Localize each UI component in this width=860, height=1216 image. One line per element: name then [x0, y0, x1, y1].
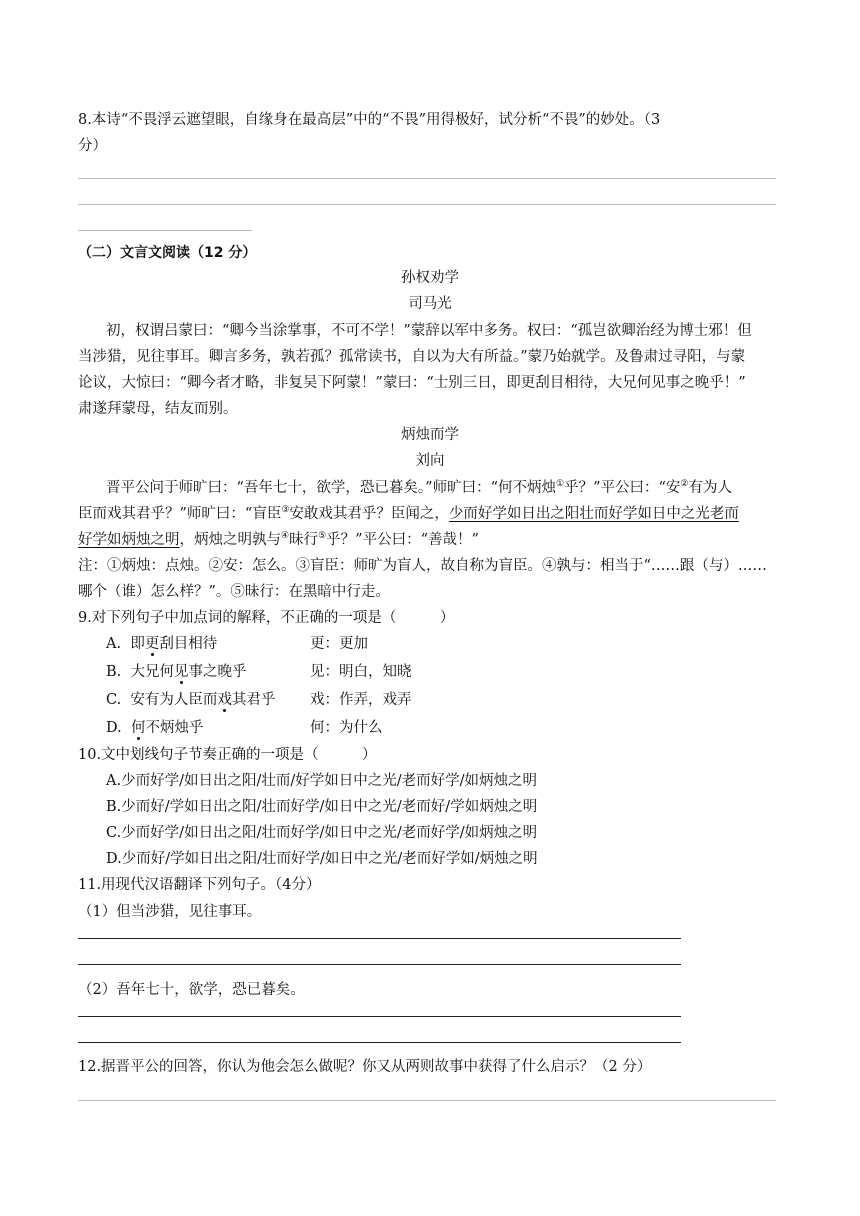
q11-sentence-2: （2）吾年七十，欲学，恐已暮矣。: [78, 982, 305, 998]
underlined-sentence: 少而好学如日出之阳壮而好学如日中之光老而: [448, 506, 739, 522]
answer-line[interactable]: [78, 230, 252, 231]
answer-line[interactable]: [78, 1016, 681, 1017]
q10-option-d[interactable]: D.少而好/学如日出之阳/壮而好学/如日中之光/老而好学如/炳烛之明: [106, 851, 538, 867]
footnote-marker: ②: [680, 479, 689, 489]
answer-line[interactable]: [78, 204, 776, 205]
section-heading: （二）文言文阅读（12 分）: [78, 245, 257, 261]
answer-line[interactable]: [78, 938, 681, 939]
q9-gloss-a: 更：更加: [310, 636, 368, 652]
q10-option-b[interactable]: B.少而好/学如日出之阳/壮而好学/如日中之光/老而好/学如炳烛之明: [106, 799, 538, 815]
footnote-marker: ⑤: [318, 531, 327, 541]
q11-stem: 11.用现代汉语翻译下列句子。（4分）: [78, 877, 321, 893]
passage1-title: 孙权劝学: [401, 270, 459, 286]
passage2-author: 刘向: [415, 453, 445, 469]
q12-stem: 12.据晋平公的回答，你认为他会怎么做呢？你又从两则故事中获得了什么启示？（2 分）: [78, 1059, 652, 1075]
answer-line[interactable]: [78, 1042, 681, 1043]
q10-stem: 10.文中划线句子节奏正确的一项是（ ）: [78, 747, 377, 763]
q9-option-a[interactable]: A. 即更刮目相待: [106, 636, 218, 652]
passage1-author: 司马光: [408, 296, 452, 312]
passage1-line: 论议，大惊曰：“卿今者才略，非复吴下阿蒙！”蒙曰：“士别三日，即更刮目相待，大兄何见事之晚乎！”: [78, 375, 746, 391]
footnote-marker: ③: [281, 505, 290, 515]
notes-line: 注：①炳烛：点烛。②安：怎么。③盲臣：师旷为盲人，故自称为盲臣。④孰与：相当于“……跟（与）……: [78, 558, 767, 574]
q9-option-c[interactable]: C. 安有为人臣而戏其君乎: [106, 692, 276, 708]
dotted-word: 见: [173, 664, 189, 680]
footnote-marker: ①: [556, 479, 565, 489]
answer-line[interactable]: [78, 964, 681, 965]
passage1-line: 初，权谓吕蒙曰：“卿今当涂掌事，不可不学！”蒙辞以军中多务。权曰：“孤岂欲卿治经为博士邪！但: [106, 323, 752, 339]
q10-option-c[interactable]: C.少而好学/如日出之阳/壮而好学/如日中之光/老而好学/如炳烛之明: [106, 825, 538, 841]
passage1-line: 肃遂拜蒙母，结友而别。: [78, 401, 238, 417]
passage2-title: 炳烛而学: [401, 427, 459, 443]
q9-stem: 9.对下列句子中加点词的解释，不正确的一项是（ ）: [78, 610, 455, 626]
notes-line: 哪个（谁）怎么样？”。⑤昧行：在黑暗中行走。: [78, 584, 390, 600]
underlined-sentence: 好学如炳烛之明: [78, 532, 180, 548]
dotted-word: 戏: [217, 692, 232, 708]
q9-gloss-d: 何：为什么: [310, 720, 383, 736]
dotted-word: 何: [130, 720, 146, 736]
q9-option-d[interactable]: D. 何不炳烛乎: [106, 720, 204, 736]
q11-sentence-1: （1）但当涉猎，见往事耳。: [78, 904, 262, 920]
answer-line[interactable]: [78, 1100, 776, 1101]
q9-gloss-c: 戏：作弄，戏弄: [310, 692, 412, 708]
passage2-line: 晋平公问于师旷曰：“吾年七十，欲学，恐已暮矣。”师旷曰：“何不炳烛①乎？”平公曰：“安②有为人: [106, 479, 732, 496]
answer-line[interactable]: [78, 178, 776, 179]
footnote-marker: ④: [281, 531, 290, 541]
q8-text-line1: 8.本诗“不畏浮云遮望眼，自缘身在最高层”中的“不畏”用得极好，试分析“不畏”的妙处。（3: [78, 112, 661, 128]
passage2-line: 好学如炳烛之明，炳烛之明孰与④昧行⑤乎？”平公曰：“善哉！”: [78, 531, 479, 548]
q9-option-b[interactable]: B. 大兄何见事之晚乎: [106, 664, 247, 680]
passage1-line: 当涉猎，见往事耳。卿言多务，孰若孤？孤常读书，自以为大有所益。”蒙乃始就学。及鲁肃过寻阳，与蒙: [78, 349, 746, 365]
passage2-line: 臣而戏其君乎？”师旷曰：“盲臣③安敢戏其君乎？臣闻之，少而好学如日出之阳壮而好学如日中之光老而: [78, 505, 739, 522]
q10-option-a[interactable]: A.少而好学/如日出之阳/壮而/好学如日中之光/老而好学/如炳烛之明: [106, 773, 538, 789]
dotted-word: 更: [144, 636, 160, 652]
q9-gloss-b: 见：明白，知晓: [310, 664, 412, 680]
q8-text-line2: 分）: [78, 138, 107, 154]
